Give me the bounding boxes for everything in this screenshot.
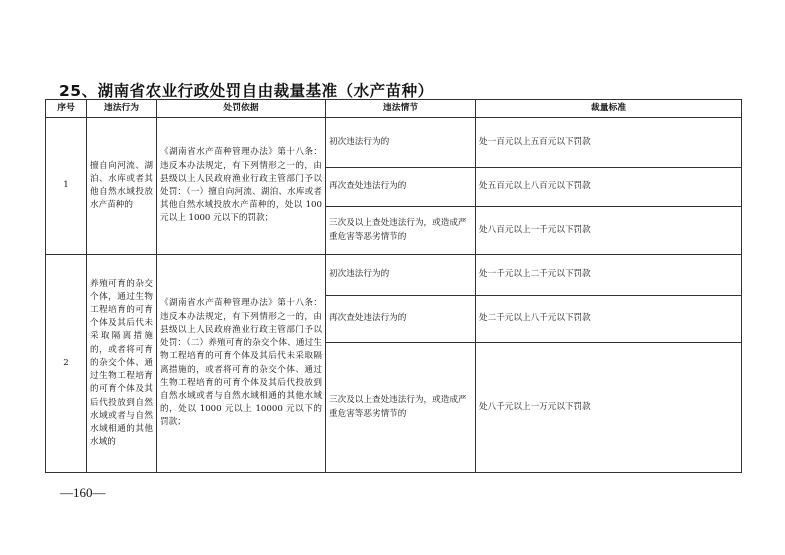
row-number: 2 [46, 255, 87, 473]
page-title: 25、湖南省农业行政处罚自由裁量基准（水产苗种） [59, 82, 434, 100]
circumstance-cell: 初次违法行为的 [326, 118, 476, 168]
penalty-table [45, 99, 742, 473]
header-act: 违法行为 [87, 100, 157, 118]
standard-cell: 处八百元以上一千元以下罚款 [476, 207, 742, 255]
standard-cell: 处二千元以上八千元以下罚款 [476, 296, 742, 343]
standard-cell: 处一千元以上二千元以下罚款 [476, 255, 742, 296]
penalty-basis: 《湖南省水产苗种管理办法》第十八条：违反本办法规定，有下列情形之一的，由县级以上人民政府渔业行政主管部门予以处罚：（二）养殖可育的杂交个体、通过生物工程培育的可育个体及其后代未采取隔离措施的，或者将可育的杂交个体、通过生物工程培育的可育个体及其后代投放到自然水域或者与自然水域相通的其他水域的，处以 1000 元以上 10000 元以下的罚款； [157, 255, 326, 473]
standard-cell: 处八千元以上一万元以下罚款 [476, 343, 742, 473]
table-header-row [46, 100, 742, 118]
header-circumstance: 违法情节 [326, 100, 476, 118]
table-row [46, 255, 742, 296]
standard-cell: 处一百元以上五百元以下罚款 [476, 118, 742, 168]
standard-cell: 处五百元以上八百元以下罚款 [476, 168, 742, 207]
circumstance-cell: 三次及以上查处违法行为，或造成严重危害等恶劣情节的 [326, 207, 476, 255]
header-basis: 处罚依据 [157, 100, 326, 118]
row-number: 1 [46, 118, 87, 255]
circumstance-cell: 再次查处违法行为的 [326, 296, 476, 343]
header-no: 序号 [46, 100, 87, 118]
header-standard: 裁量标准 [476, 100, 742, 118]
circumstance-cell: 初次违法行为的 [326, 255, 476, 296]
violation-act: 养殖可育的杂交个体，通过生物工程培育的可育个体及其后代未采取隔离措施的，或者将可育的杂交个体、通过生物工程培育的可育个体及其后代投放到自然水域或者与自然水域相通的其他水域的 [87, 255, 157, 473]
circumstance-cell: 三次及以上查处违法行为，或造成严重危害等恶劣情节的 [326, 343, 476, 473]
circumstance-cell: 再次查处违法行为的 [326, 168, 476, 207]
page-number: —160— [60, 485, 106, 500]
penalty-basis: 《湖南省水产苗种管理办法》第十八条：违反本办法规定，有下列情形之一的，由县级以上人民政府渔业行政主管部门予以处罚：（一）擅自向河流、湖泊、水库或者其他自然水域投放水产苗种的，处以 100 元以上 1000 元以下的罚款； [157, 118, 326, 255]
violation-act: 擅自向河流、湖泊、水库或者其他自然水域投放水产苗种的 [87, 118, 157, 255]
table-row [46, 118, 742, 168]
